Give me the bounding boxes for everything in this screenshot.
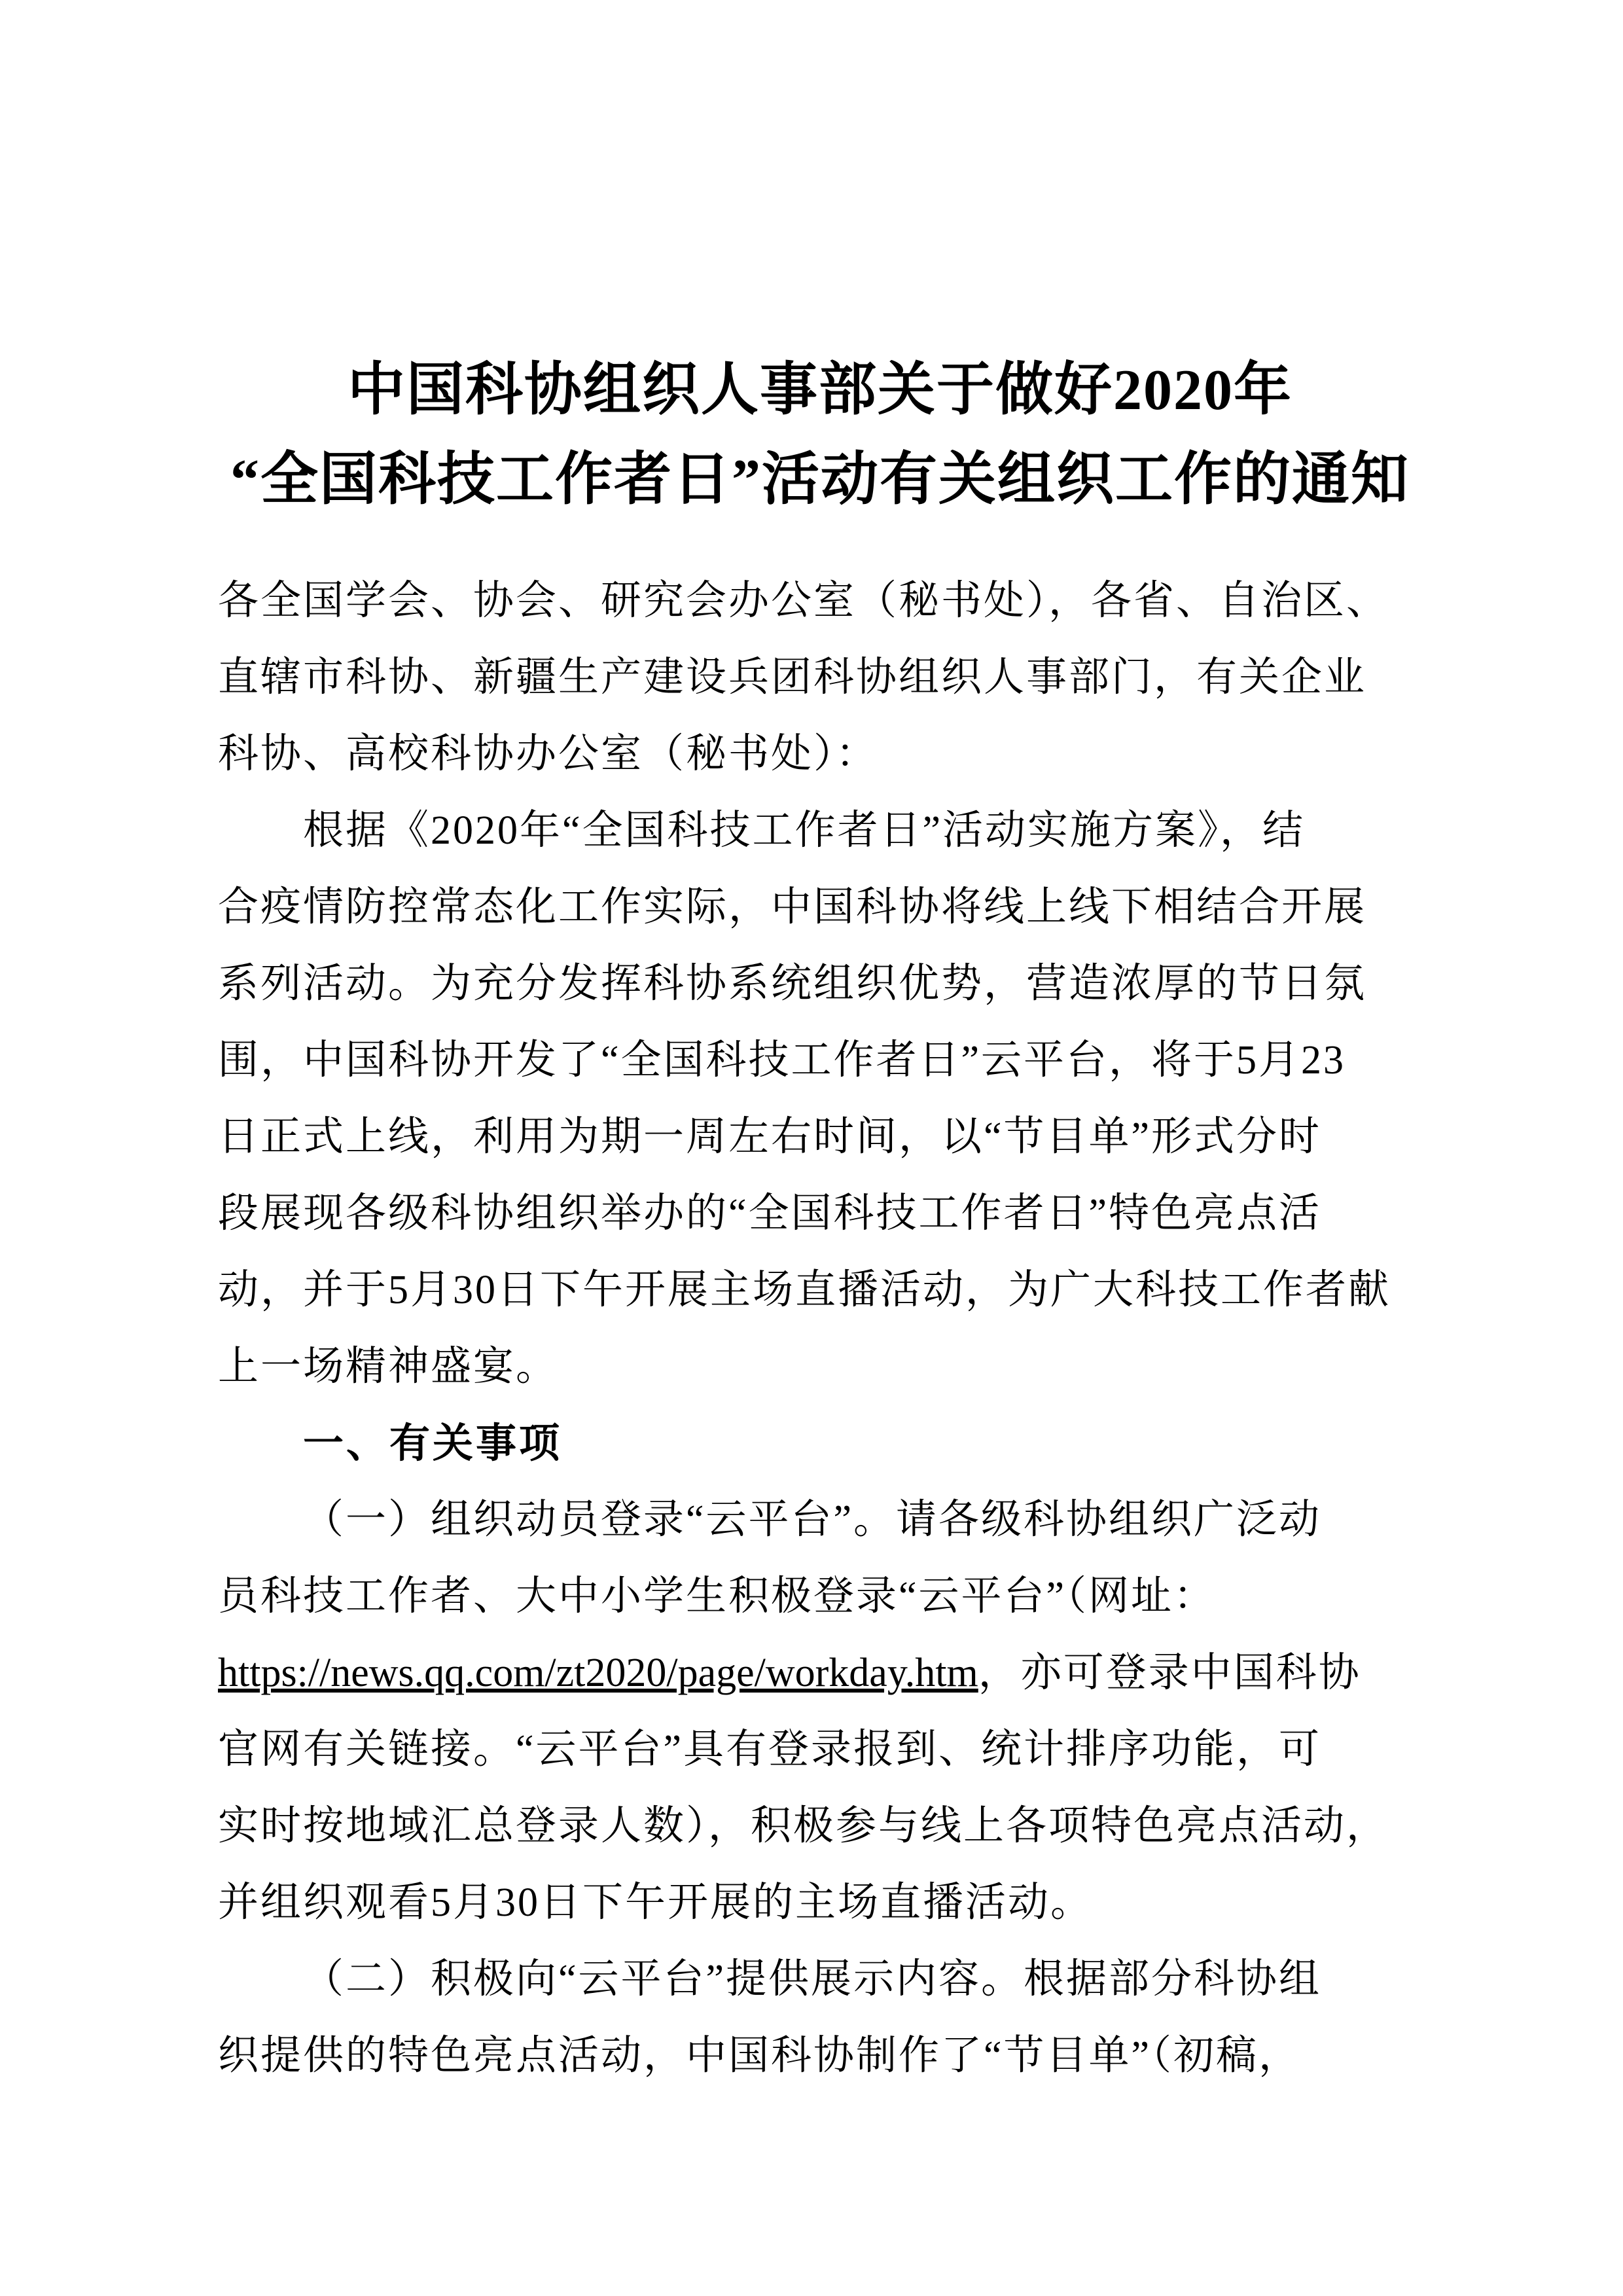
text-line: 官网有关链接。“云平台”具有登录报到、统计排序功能，可 bbox=[218, 1727, 1322, 1772]
text-line: 合疫情防控常态化工作实际，中国科协将线上线下相结合开展 bbox=[218, 885, 1367, 929]
document-title-line-1: 中国科协组织人事部关于做好2020年 bbox=[347, 359, 1293, 422]
document-title-line-2: “全国科技工作者日”活动有关组织工作的通知 bbox=[230, 448, 1410, 512]
text-line: 上一场精神盛宴。 bbox=[218, 1344, 559, 1389]
section-heading: 一、有关事项 bbox=[303, 1421, 563, 1466]
text-line: 直辖市科协、新疆生产建设兵团科协组织人事部门，有关企业 bbox=[218, 655, 1367, 700]
text-line: （二）积极向“云平台”提供展示内容。根据部分科协组 bbox=[303, 1957, 1322, 2001]
text-line: 实时按地域汇总登录人数），积极参与线上各项特色亮点活动， bbox=[218, 1804, 1389, 1848]
text-line: 并组织观看5月30日下午开展的主场直播活动。 bbox=[218, 1880, 1094, 1925]
text-line: 围，中国科协开发了“全国科技工作者日”云平台，将于5月23 bbox=[218, 1038, 1346, 1083]
text-line bbox=[218, 1635, 1425, 1712]
text-line: 系列活动。为充分发挥科协系统组织优势，营造浓厚的节日氛 bbox=[218, 961, 1367, 1006]
document-title bbox=[218, 346, 1422, 525]
document-body bbox=[218, 563, 1425, 2094]
text-line: 织提供的特色亮点活动，中国科协制作了“节目单”（初稿， bbox=[218, 2034, 1302, 2078]
text-line: （一）组织动员登录“云平台”。请各级科协组织广泛动 bbox=[303, 1498, 1322, 1542]
text-line: 科协、高校科协办公室（秘书处）： bbox=[218, 732, 879, 776]
text-line: 员科技工作者、大中小学生积极登录“云平台”（网址： bbox=[218, 1574, 1217, 1619]
text-segment: ，亦可登录中国科协 bbox=[978, 1651, 1361, 1695]
text-line: 根据《2020年“全国科技工作者日”活动实施方案》，结 bbox=[303, 808, 1306, 853]
url-link[interactable]: https://news.qq.com/zt2020/page/workday.htm bbox=[218, 1651, 978, 1695]
text-line: 动，并于5月30日下午开展主场直播活动，为广大科技工作者献 bbox=[218, 1268, 1391, 1312]
text-line: 各全国学会、协会、研究会办公室（秘书处），各省、自治区、 bbox=[218, 579, 1389, 623]
text-line: 段展现各级科协组织举办的“全国科技工作者日”特色亮点活 bbox=[218, 1191, 1322, 1236]
text-line: 日正式上线，利用为期一周左右时间，以“节目单”形式分时 bbox=[218, 1115, 1322, 1159]
